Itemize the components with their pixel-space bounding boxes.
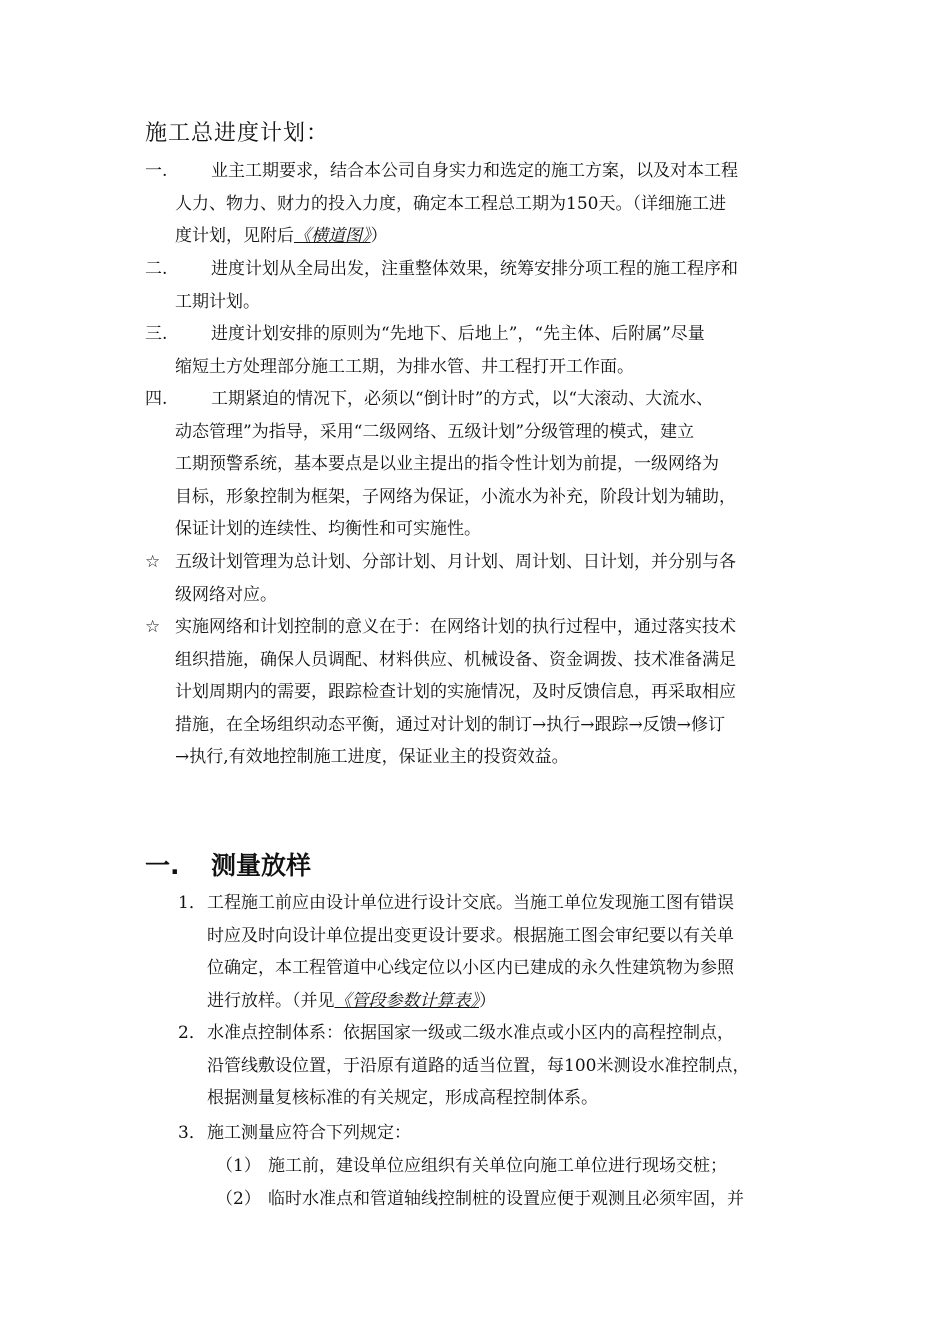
- item-paragraph: [175, 383, 736, 546]
- item-marker: 一.: [145, 161, 168, 181]
- text-line: 实施网络和计划控制的意义在于：在网络计划的执行过程中，通过落实技术: [175, 617, 736, 637]
- text-line: 人力、物力、财力的投入力度，确定本工程总工期为150天。（详细施工进: [175, 193, 726, 214]
- sub-step-text: [268, 1183, 744, 1216]
- step-marker: 2．: [178, 1023, 206, 1043]
- text-line: 保证计划的连续性、均衡性和可实施性。: [175, 519, 481, 539]
- text-line: 工期预警系统，基本要点是以业主提出的指令性计划为前提，一级网络为: [175, 454, 719, 474]
- section-title: 测量放样: [211, 851, 312, 880]
- section-heading: [145, 846, 311, 882]
- gantt-chart-reference-link[interactable]: 《横道图》: [294, 226, 371, 246]
- text-line: 级网络对应。: [175, 584, 277, 605]
- sub-step-marker: （1）: [216, 1156, 261, 1176]
- text-line: 工程施工前应由设计单位进行设计交底。当施工单位发现施工图有错误: [207, 893, 734, 913]
- text-line: 沿管线敷设位置，于沿原有道路的适当位置，每100米测设水准控制点，: [207, 1055, 750, 1076]
- text-line: 工期紧迫的情况下，必须以“倒计时”的方式，以“大滚动、大流水、: [211, 389, 714, 409]
- item-marker: 三.: [145, 324, 168, 344]
- text-line: 动态管理”为指导，采用“二级网络、五级计划”分级管理的模式，建立: [175, 421, 695, 442]
- text-line: 五级计划管理为总计划、分部计划、月计划、周计划、日计划，并分别与各: [175, 552, 736, 572]
- text-line: →执行,有效地控制施工进度，保证业主的投资效益。: [175, 747, 569, 767]
- text-line: 时应及时向设计单位提出变更设计要求。根据施工图会审纪要以有关单: [207, 925, 734, 946]
- item-marker: 四.: [145, 389, 168, 409]
- text-line: 进度计划安排的原则为“先地下、后地上”，“先主体、后附属”尽量: [211, 324, 705, 344]
- pipe-param-table-reference-link[interactable]: 《管段参数计算表》: [334, 990, 479, 1011]
- item-paragraph: [175, 253, 738, 318]
- sub-step-text: [268, 1150, 727, 1183]
- step-paragraph: [207, 887, 734, 1017]
- star-bullet-icon: ☆: [145, 552, 161, 572]
- text-line: 目标，形象控制为框架，子网络为保证，小流水为补充，阶段计划为辅助，: [175, 486, 736, 507]
- item-marker: 二.: [145, 259, 168, 279]
- text-line: [175, 220, 738, 253]
- text-line: 组织措施，确保人员调配、材料供应、机械设备、资金调拨、技术准备满足: [175, 649, 736, 670]
- star-paragraph: [175, 546, 736, 611]
- text-line: 业主工期要求，结合本公司自身实力和选定的施工方案，以及对本工程: [211, 161, 738, 181]
- text-line: 水准点控制体系：依据国家一级或二级水准点或小区内的高程控制点，: [207, 1023, 734, 1043]
- text-line: 施工测量应符合下列规定：: [207, 1123, 411, 1143]
- section-number: 一.: [145, 851, 180, 880]
- text-segment: ）: [370, 226, 388, 246]
- step-paragraph: [207, 1017, 749, 1115]
- page-title: 施工总进度计划：: [145, 121, 330, 146]
- item-paragraph: [175, 155, 738, 253]
- text-line: 临时水准点和管道轴线控制桩的设置应便于观测且必须牢固，并: [268, 1189, 744, 1209]
- text-line: 根据测量复核标准的有关规定，形成高程控制体系。: [207, 1088, 598, 1108]
- text-line: [207, 985, 734, 1018]
- step-paragraph: [207, 1117, 411, 1150]
- text-line: 计划周期内的需要，跟踪检查计划的实施情况，及时反馈信息，再采取相应: [175, 682, 736, 702]
- step-marker: 3．: [178, 1123, 206, 1143]
- text-line: 位确定，本工程管道中心线定位以小区内已建成的永久性建筑物为参照: [207, 958, 734, 978]
- text-line: 措施，在全场组织动态平衡，通过对计划的制订→执行→跟踪→反馈→修订: [175, 714, 725, 735]
- sub-step-marker: （2）: [216, 1189, 261, 1209]
- star-paragraph: [175, 611, 736, 774]
- text-line: 工期计划。: [175, 291, 260, 312]
- item-paragraph: [175, 318, 705, 383]
- text-segment: 度计划，见附后: [175, 226, 294, 246]
- text-line: 进度计划从全局出发，注重整体效果，统筹安排分项工程的施工程序和: [211, 259, 738, 279]
- text-line: 缩短土方处理部分施工工期，为排水管、井工程打开工作面。: [175, 356, 634, 377]
- text-segment: 进行放样。（并见: [207, 990, 335, 1011]
- text-line: 施工前，建设单位应组织有关单位向施工单位进行现场交桩；: [268, 1156, 727, 1176]
- star-bullet-icon: ☆: [145, 617, 161, 637]
- text-segment: ）: [479, 990, 496, 1011]
- step-marker: 1．: [178, 893, 206, 913]
